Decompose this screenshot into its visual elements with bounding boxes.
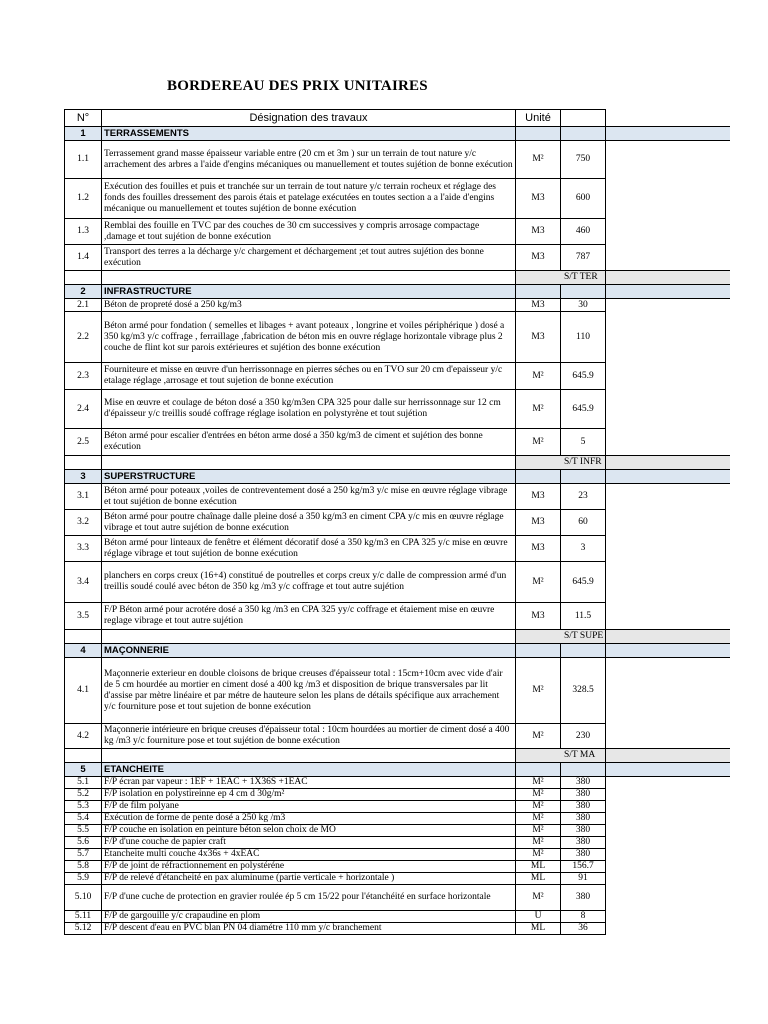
item-designation: Exécution des fouilles et puis et tranchée sur un terrain de tout nature y/c terrain rocheux et réglage des fonds des fouilles dressement des parois étais et patelage exécutées en toutes section a a l'aide d'engins mécanique ou manuellement et toutes sujétion de bonne exécution: [102, 179, 516, 219]
item-quantity: 380: [561, 777, 606, 789]
item-spacer: [606, 777, 731, 789]
item-quantity: 23: [561, 484, 606, 510]
item-quantity: 3: [561, 536, 606, 562]
section-unit-cell: [516, 763, 561, 777]
item-spacer: [606, 179, 731, 219]
item-quantity: 645.9: [561, 390, 606, 429]
item-spacer: [606, 536, 731, 562]
table-row: [65, 484, 731, 510]
section-number: 4: [65, 644, 102, 658]
item-number: 1.3: [65, 219, 102, 245]
item-designation: Béton armé pour poteaux ,voiles de contreventement dosé a 250 kg/m3 y/c mise en œuvre réglage vibrage et tout sujétion de bonne exécution: [102, 484, 516, 510]
item-number: 5.10: [65, 885, 102, 911]
subtotal-blank-number: [65, 749, 102, 763]
item-unit: M²: [516, 562, 561, 603]
item-designation: F/P d'une couche de papier craft: [102, 837, 516, 849]
subtotal-extension: [606, 749, 731, 763]
item-unit: M²: [516, 801, 561, 813]
table-row: [65, 536, 731, 562]
header-unit: Unité: [516, 110, 561, 127]
item-quantity: 380: [561, 885, 606, 911]
section-label: SUPERSTRUCTURE: [102, 470, 516, 484]
table-row: [65, 837, 731, 849]
item-number: 2.2: [65, 312, 102, 363]
table-row: [65, 885, 731, 911]
section-row: [65, 470, 731, 484]
table-row: [65, 603, 731, 630]
subtotal-label: S/T TER: [564, 272, 598, 282]
header-designation: Désignation des travaux: [102, 110, 516, 127]
item-designation: F/P de film polyane: [102, 801, 516, 813]
item-spacer: [606, 724, 731, 749]
subtotal-blank-number: [65, 456, 102, 470]
item-unit: M²: [516, 777, 561, 789]
table-row: [65, 813, 731, 825]
item-number: 1.4: [65, 245, 102, 271]
table-row: [65, 789, 731, 801]
item-designation: Béton armé pour fondation ( semelles et libages + avant poteaux , longrine et voiles périphérique ) dosé a 350 kg/m3 y/c coffrage , ferraillage ,fabrication de béton mis en ouvre réglage horizontale vibrage plus 2 couche de flint kot sur parois extérieures et sujétion des bonne exécution: [102, 312, 516, 363]
table-row: [65, 245, 731, 271]
item-designation: Maçonnerie exterieur en double cloisons de brique creuses d'épaisseur total : 15cm+10cm avec vide d'air de 5 cm hourdée au mortier en ciment dosé a 400 kg /m3 et disposition de brique transversales par lit d'assise par mètre linéaire et par métre de hauteure selon les plans de détails spécifique aux arrachement y/c fourniture pose et tout sujetion de bonne exécution: [102, 658, 516, 724]
table-row: [65, 179, 731, 219]
item-number: 5.12: [65, 923, 102, 935]
section-unit-cell: [516, 285, 561, 299]
header-spacer: [606, 110, 731, 127]
item-quantity: 60: [561, 510, 606, 536]
table-row: [65, 510, 731, 536]
table-row: [65, 219, 731, 245]
item-unit: M²: [516, 837, 561, 849]
item-spacer: [606, 562, 731, 603]
section-extension: [606, 763, 731, 777]
item-unit: M²: [516, 813, 561, 825]
item-designation: Terrassement grand masse épaisseur variable entre (20 cm et 3m ) sur un terrain de tout nature y/c arrachement des arbres a l'aide d'engins mécaniques ou manuellement et toutes sujétion de bonne exécution: [102, 141, 516, 179]
item-number: 2.4: [65, 390, 102, 429]
item-designation: Etancheite multi couche 4x36s + 4xEAC: [102, 849, 516, 861]
item-designation: F/P de gargouille y/c crapaudine en plom: [102, 911, 516, 923]
table-row: [65, 861, 731, 873]
item-unit: M3: [516, 245, 561, 271]
item-quantity: 645.9: [561, 363, 606, 390]
item-spacer: [606, 603, 731, 630]
item-quantity: 5: [561, 429, 606, 456]
subtotal-blank-designation: [102, 749, 516, 763]
item-designation: F/P descent d'eau en PVC blan PN 04 diamétre 110 mm y/c branchement: [102, 923, 516, 935]
item-quantity: 8: [561, 911, 606, 923]
section-row: [65, 763, 731, 777]
item-designation: Mise en œuvre et coulage de béton dosé a 350 kg/m3en CPA 325 pour dalle sur herrissonnage sur 12 cm d'épaisseur y/c treillis soudé coffrage réglage isolation en polystyrène et tout sujétion: [102, 390, 516, 429]
item-quantity: 380: [561, 849, 606, 861]
item-designation: Exécution de forme de pente dosé a 250 kg /m3: [102, 813, 516, 825]
subtotal-blank-number: [65, 630, 102, 644]
item-spacer: [606, 141, 731, 179]
table-row: [65, 390, 731, 429]
item-spacer: [606, 484, 731, 510]
item-unit: M²: [516, 363, 561, 390]
item-quantity: 36: [561, 923, 606, 935]
item-designation: Béton armé pour linteaux de fenêtre et élément décoratif dosé a 350 kg/m3 en CPA 325 y/c mise en œuvre réglage vibrage et tout sujétion de bonne exécution: [102, 536, 516, 562]
item-designation: Béton de propreté dosé a 250 kg/m3: [102, 299, 516, 312]
item-quantity: 380: [561, 825, 606, 837]
subtotal-extension: [606, 630, 731, 644]
section-number: 1: [65, 127, 102, 141]
item-designation: F/P couche en isolation en peinture béton selon choix de MO: [102, 825, 516, 837]
section-row: [65, 127, 731, 141]
header-row: [65, 110, 731, 127]
item-designation: Maçonnerie intérieure en brique creuses d'épaisseur total : 10cm hourdées au mortier de ciment dosé a 400 kg /m3 y/c fourniture pose et tout sujétion de bonne exécution: [102, 724, 516, 749]
subtotal-label-cell: [516, 456, 606, 470]
item-quantity: 380: [561, 789, 606, 801]
table-row: [65, 825, 731, 837]
table-row: [65, 724, 731, 749]
item-spacer: [606, 825, 731, 837]
subtotal-extension: [606, 271, 731, 285]
subtotal-extension: [606, 456, 731, 470]
section-extension: [606, 470, 731, 484]
item-number: 5.5: [65, 825, 102, 837]
table-row: [65, 801, 731, 813]
item-quantity: 230: [561, 724, 606, 749]
item-spacer: [606, 789, 731, 801]
item-spacer: [606, 219, 731, 245]
item-number: 2.1: [65, 299, 102, 312]
section-label: MAÇONNERIE: [102, 644, 516, 658]
subtotal-label-cell: [516, 630, 606, 644]
section-qty-cell: [561, 127, 606, 141]
item-number: 3.2: [65, 510, 102, 536]
item-spacer: [606, 861, 731, 873]
item-designation: Remblai des fouille en TVC par des couches de 30 cm successives y compris arrosage compactage ,damage et tout sujétion de bonne exécution: [102, 219, 516, 245]
item-unit: M²: [516, 885, 561, 911]
table-row: [65, 429, 731, 456]
item-unit: ML: [516, 861, 561, 873]
item-unit: ML: [516, 873, 561, 885]
item-spacer: [606, 390, 731, 429]
item-unit: M3: [516, 312, 561, 363]
table-row: [65, 141, 731, 179]
item-quantity: 328.5: [561, 658, 606, 724]
item-unit: U: [516, 911, 561, 923]
header-number: N°: [65, 110, 102, 127]
section-qty-cell: [561, 644, 606, 658]
item-number: 5.2: [65, 789, 102, 801]
table-row: [65, 873, 731, 885]
subtotal-row: [65, 749, 731, 763]
item-designation: F/P de joint de réfractionnement en polystéréne: [102, 861, 516, 873]
item-number: 1.1: [65, 141, 102, 179]
table-row: [65, 777, 731, 789]
item-quantity: 645.9: [561, 562, 606, 603]
subtotal-label: S/T SUPE: [564, 631, 604, 641]
item-quantity: 380: [561, 813, 606, 825]
subtotal-blank-designation: [102, 630, 516, 644]
section-row: [65, 644, 731, 658]
table-row: [65, 312, 731, 363]
item-unit: M²: [516, 658, 561, 724]
subtotal-row: [65, 456, 731, 470]
page-title: BORDEREAU DES PRIX UNITAIRES: [167, 78, 428, 94]
item-number: 5.3: [65, 801, 102, 813]
subtotal-label: S/T INFR: [564, 457, 602, 467]
item-spacer: [606, 885, 731, 911]
section-number: 5: [65, 763, 102, 777]
item-spacer: [606, 923, 731, 935]
section-label: TERRASSEMENTS: [102, 127, 516, 141]
item-number: 2.5: [65, 429, 102, 456]
item-number: 4.1: [65, 658, 102, 724]
subtotal-label-cell: [516, 271, 606, 285]
item-designation: Béton armé pour poutre chaînage dalle pleine dosé a 350 kg/m3 en ciment CPA y/c mis en œuvre réglage vibrage et tout autre sujétion de bonne exécution: [102, 510, 516, 536]
item-quantity: 380: [561, 801, 606, 813]
item-number: 4.2: [65, 724, 102, 749]
item-spacer: [606, 510, 731, 536]
item-unit: M3: [516, 179, 561, 219]
section-number: 2: [65, 285, 102, 299]
item-spacer: [606, 813, 731, 825]
item-number: 5.4: [65, 813, 102, 825]
item-designation: F/P de relevé d'étancheité en pax aluminume (partie verticale + horizontale ): [102, 873, 516, 885]
item-designation: F/P écran par vapeur : 1EF + 1EAC + 1X36S +1EAC: [102, 777, 516, 789]
item-quantity: 380: [561, 837, 606, 849]
item-quantity: 11.5: [561, 603, 606, 630]
subtotal-row: [65, 271, 731, 285]
item-unit: M3: [516, 510, 561, 536]
item-unit: M²: [516, 390, 561, 429]
section-qty-cell: [561, 470, 606, 484]
table-row: [65, 363, 731, 390]
item-unit: M²: [516, 429, 561, 456]
item-number: 3.4: [65, 562, 102, 603]
item-designation: F/P Béton armé pour acrotére dosé a 350 kg /m3 en CPA 325 yy/c coffrage et étaiement mise en œuvre reglage vibrage et tout autre sujétion: [102, 603, 516, 630]
item-designation: Transport des terres a la décharge y/c chargement et déchargement ;et tout autres sujétion des bonne exécution: [102, 245, 516, 271]
price-table-body: [65, 110, 731, 935]
item-spacer: [606, 312, 731, 363]
item-unit: M²: [516, 825, 561, 837]
item-spacer: [606, 658, 731, 724]
section-qty-cell: [561, 285, 606, 299]
table-row: [65, 923, 731, 935]
item-spacer: [606, 245, 731, 271]
section-extension: [606, 285, 731, 299]
item-spacer: [606, 849, 731, 861]
item-number: 2.3: [65, 363, 102, 390]
item-number: 5.11: [65, 911, 102, 923]
item-designation: planchers en corps creux (16+4) constitué de poutrelles et corps creux y/c dalle de compression armé d'un treillis soudé coulé avec béton de 350 kg /m3 y/c coffrage et tout autre sujétion: [102, 562, 516, 603]
item-spacer: [606, 801, 731, 813]
item-quantity: 600: [561, 179, 606, 219]
item-designation: F/P d'une cuche de protection en gravier roulée ép 5 cm 15/22 pour l'étanchéité en surface horizontale: [102, 885, 516, 911]
item-designation: Béton armé pour escalier d'entrées en béton arme dosé a 350 kg/m3 de ciment et sujétion des bonne exécution: [102, 429, 516, 456]
item-spacer: [606, 837, 731, 849]
table-row: [65, 911, 731, 923]
item-number: 3.3: [65, 536, 102, 562]
header-quantity: [561, 110, 606, 127]
item-spacer: [606, 299, 731, 312]
section-label: INFRASTRUCTURE: [102, 285, 516, 299]
price-table: [64, 109, 730, 935]
item-spacer: [606, 363, 731, 390]
item-unit: M²: [516, 849, 561, 861]
item-quantity: 460: [561, 219, 606, 245]
item-unit: M3: [516, 603, 561, 630]
subtotal-row: [65, 630, 731, 644]
section-unit-cell: [516, 470, 561, 484]
subtotal-label: S/T MA: [564, 750, 596, 760]
subtotal-blank-designation: [102, 456, 516, 470]
item-unit: M3: [516, 536, 561, 562]
item-designation: F/P isolation en polystireinne ep 4 cm d 30g/m²: [102, 789, 516, 801]
item-unit: M²: [516, 724, 561, 749]
subtotal-label-cell: [516, 749, 606, 763]
item-number: 5.9: [65, 873, 102, 885]
section-unit-cell: [516, 127, 561, 141]
item-unit: M²: [516, 141, 561, 179]
item-unit: M3: [516, 299, 561, 312]
item-designation: Fourniteure et misse en œuvre d'un herrissonnage en pierres séches ou en TVO sur 20 cm d'epaisseur y/c etalage réglage ,arrosage et tout sujetion de bonne exécution: [102, 363, 516, 390]
item-spacer: [606, 911, 731, 923]
item-quantity: 156.7: [561, 861, 606, 873]
section-unit-cell: [516, 644, 561, 658]
section-extension: [606, 127, 731, 141]
item-quantity: 91: [561, 873, 606, 885]
section-qty-cell: [561, 763, 606, 777]
item-number: 3.5: [65, 603, 102, 630]
item-number: 3.1: [65, 484, 102, 510]
item-spacer: [606, 429, 731, 456]
item-quantity: 110: [561, 312, 606, 363]
subtotal-blank-designation: [102, 271, 516, 285]
item-spacer: [606, 873, 731, 885]
table-row: [65, 299, 731, 312]
table-row: [65, 658, 731, 724]
item-number: 5.1: [65, 777, 102, 789]
item-number: 5.7: [65, 849, 102, 861]
table-row: [65, 849, 731, 861]
item-unit: M3: [516, 484, 561, 510]
section-number: 3: [65, 470, 102, 484]
item-unit: M²: [516, 789, 561, 801]
subtotal-blank-number: [65, 271, 102, 285]
item-quantity: 787: [561, 245, 606, 271]
table-row: [65, 562, 731, 603]
item-unit: ML: [516, 923, 561, 935]
item-quantity: 750: [561, 141, 606, 179]
item-number: 1.2: [65, 179, 102, 219]
item-quantity: 30: [561, 299, 606, 312]
item-unit: M3: [516, 219, 561, 245]
section-label: ETANCHEITE: [102, 763, 516, 777]
item-number: 5.8: [65, 861, 102, 873]
item-number: 5.6: [65, 837, 102, 849]
section-row: [65, 285, 731, 299]
section-extension: [606, 644, 731, 658]
